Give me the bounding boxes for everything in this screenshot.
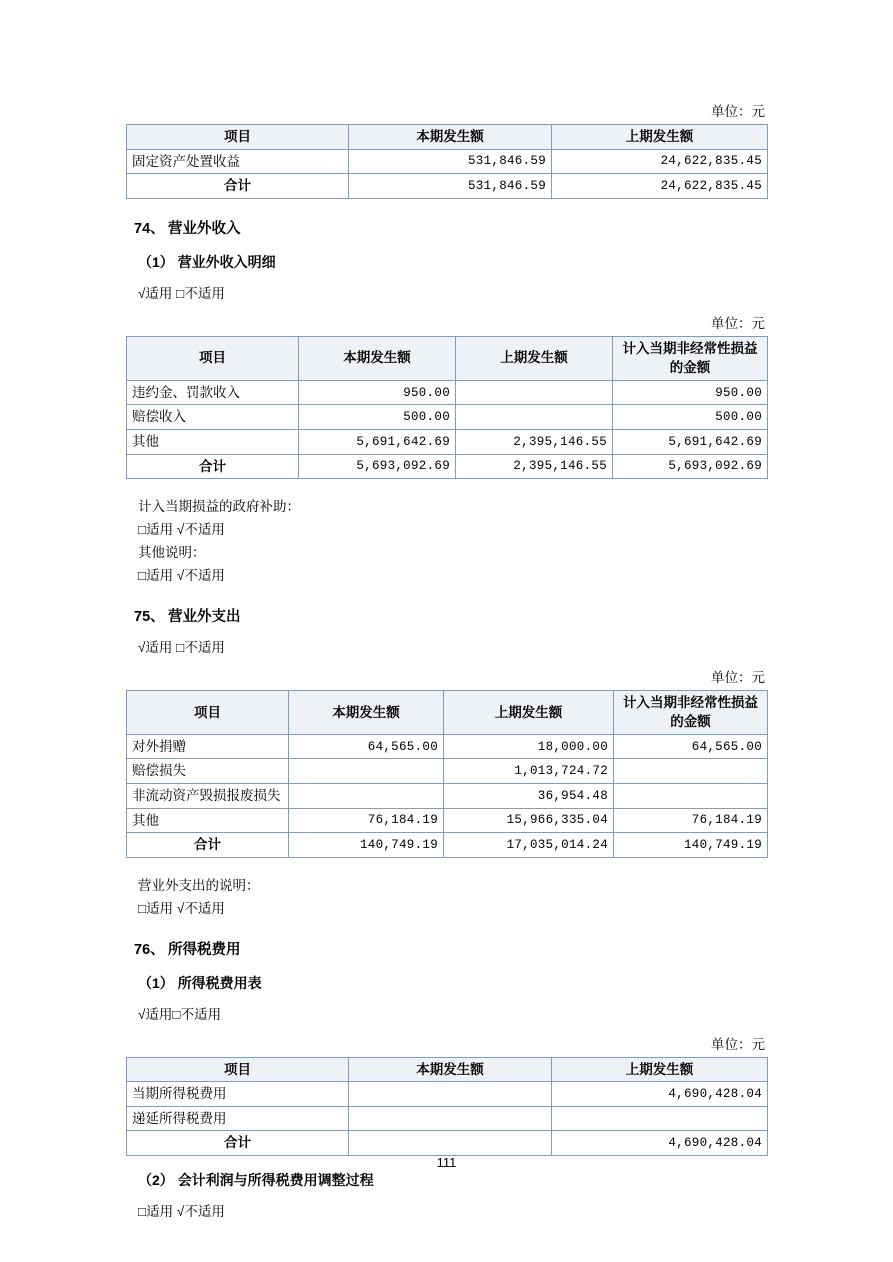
cell-prior: 4,690,428.04	[552, 1131, 768, 1156]
table-row	[127, 429, 768, 454]
table-header-row	[127, 125, 768, 150]
section-index-74: 74、	[134, 220, 165, 237]
cell-prior: 15,966,335.04	[444, 808, 614, 833]
cell-prior: 24,622,835.45	[552, 174, 768, 199]
col-header-prior: 上期发生额	[456, 336, 613, 380]
cell-current: 5,691,642.69	[299, 429, 456, 454]
table-row-total	[127, 454, 768, 479]
col-header-prior: 上期发生额	[552, 1057, 768, 1082]
cell-item: 其他	[127, 808, 289, 833]
cell-nonrecurring	[614, 784, 768, 809]
col-header-item: 项目	[127, 1057, 349, 1082]
subsection-index-76-2: （2）	[138, 1171, 174, 1188]
cell-item: 递延所得税费用	[127, 1106, 349, 1131]
cell-item: 当期所得税费用	[127, 1082, 349, 1107]
cell-item: 合计	[127, 1131, 349, 1156]
table-header-row	[127, 336, 768, 380]
cell-item: 非流动资产毁损报废损失	[127, 784, 289, 809]
cell-prior: 36,954.48	[444, 784, 614, 809]
col-header-item: 项目	[127, 336, 299, 380]
col-header-current: 本期发生额	[299, 336, 456, 380]
table-row	[127, 149, 768, 174]
applicability-74: √适用 □不适用	[138, 285, 225, 301]
cell-prior: 2,395,146.55	[456, 454, 613, 479]
note-74-other-applicability: □适用 √不适用	[138, 567, 225, 583]
cell-item: 赔偿收入	[127, 405, 299, 430]
unit-label-75: 单位：元	[711, 669, 765, 685]
subsection-title-74-1: 营业外收入明细	[177, 253, 276, 270]
subsection-index-74-1: （1）	[138, 253, 174, 270]
cell-current: 76,184.19	[289, 808, 444, 833]
col-header-nonrecurring: 计入当期非经常性损益的金额	[614, 690, 768, 734]
cell-current: 531,846.59	[349, 174, 552, 199]
page-number: 111	[436, 1155, 457, 1170]
cell-nonrecurring: 76,184.19	[614, 808, 768, 833]
cell-nonrecurring: 5,691,642.69	[613, 429, 768, 454]
cell-prior	[456, 405, 613, 430]
col-header-current: 本期发生额	[289, 690, 444, 734]
table-disposal-gain	[126, 124, 768, 199]
cell-item: 对外捐赠	[127, 734, 289, 759]
table-row-total	[127, 1131, 768, 1156]
table-row	[127, 808, 768, 833]
section-title-75: 营业外支出	[168, 608, 241, 625]
table-row	[127, 734, 768, 759]
cell-current: 140,749.19	[289, 833, 444, 858]
cell-item: 其他	[127, 429, 299, 454]
cell-current: 531,846.59	[349, 149, 552, 174]
cell-current	[289, 784, 444, 809]
cell-item: 合计	[127, 454, 299, 479]
col-header-current: 本期发生额	[349, 1057, 552, 1082]
col-header-prior: 上期发生额	[552, 125, 768, 150]
cell-item: 违约金、罚款收入	[127, 380, 299, 405]
cell-current: 500.00	[299, 405, 456, 430]
note-74-gov-subsidy-applicability: □适用 √不适用	[138, 521, 225, 537]
cell-nonrecurring: 5,693,092.69	[613, 454, 768, 479]
cell-prior	[552, 1106, 768, 1131]
section-heading-76	[134, 938, 767, 959]
subsection-heading-76-1	[138, 973, 767, 993]
table-row	[127, 784, 768, 809]
table-row	[127, 1082, 768, 1107]
cell-current	[289, 759, 444, 784]
table-row-total	[127, 174, 768, 199]
cell-item: 合计	[127, 174, 349, 199]
applicability-76-2: □适用 √不适用	[138, 1203, 225, 1219]
col-header-nonrecurring: 计入当期非经常性损益的金额	[613, 336, 768, 380]
cell-prior: 1,013,724.72	[444, 759, 614, 784]
cell-nonrecurring: 64,565.00	[614, 734, 768, 759]
table-row	[127, 1106, 768, 1131]
table-income-tax-expense	[126, 1057, 768, 1156]
section-heading-75	[134, 605, 767, 626]
table-row-total	[127, 833, 768, 858]
table-row	[127, 759, 768, 784]
cell-nonrecurring: 140,749.19	[614, 833, 768, 858]
applicability-76: √适用□不适用	[138, 1006, 222, 1022]
section-index-75: 75、	[134, 608, 165, 625]
applicability-75: √适用 □不适用	[138, 639, 225, 655]
page-content	[126, 100, 767, 1220]
subsection-title-76-1: 所得税费用表	[177, 974, 262, 991]
col-header-item: 项目	[127, 690, 289, 734]
cell-current	[349, 1131, 552, 1156]
table-non-operating-expense	[126, 690, 768, 858]
note-75-applicability: □适用 √不适用	[138, 900, 225, 916]
cell-prior	[456, 380, 613, 405]
col-header-current: 本期发生额	[349, 125, 552, 150]
cell-current: 5,693,092.69	[299, 454, 456, 479]
section-heading-74	[134, 217, 767, 238]
subsection-heading-76-2	[138, 1170, 767, 1190]
note-74-other-label: 其他说明：	[138, 544, 206, 560]
cell-prior: 17,035,014.24	[444, 833, 614, 858]
cell-prior: 24,622,835.45	[552, 149, 768, 174]
cell-prior: 4,690,428.04	[552, 1082, 768, 1107]
table-non-operating-income	[126, 336, 768, 479]
cell-current	[349, 1106, 552, 1131]
cell-current: 950.00	[299, 380, 456, 405]
col-header-item: 项目	[127, 125, 349, 150]
cell-prior: 18,000.00	[444, 734, 614, 759]
table-header-row	[127, 690, 768, 734]
section-index-76: 76、	[134, 941, 165, 958]
note-74-gov-subsidy-label: 计入当期损益的政府补助：	[138, 499, 300, 515]
table-row	[127, 380, 768, 405]
unit-label-disposal: 单位：元	[711, 104, 765, 119]
cell-item: 固定资产处置收益	[127, 149, 349, 174]
unit-label-74: 单位：元	[711, 315, 765, 331]
subsection-heading-74-1	[138, 252, 767, 272]
cell-prior: 2,395,146.55	[456, 429, 613, 454]
unit-label-76: 单位：元	[711, 1036, 765, 1052]
cell-item: 合计	[127, 833, 289, 858]
cell-nonrecurring: 950.00	[613, 380, 768, 405]
cell-current: 64,565.00	[289, 734, 444, 759]
subsection-index-76-1: （1）	[138, 974, 174, 991]
section-title-76: 所得税费用	[168, 941, 241, 958]
cell-nonrecurring: 500.00	[613, 405, 768, 430]
subsection-title-76-2: 会计利润与所得税费用调整过程	[177, 1171, 374, 1188]
section-title-74: 营业外收入	[168, 220, 241, 237]
table-header-row	[127, 1057, 768, 1082]
col-header-prior: 上期发生额	[444, 690, 614, 734]
cell-current	[349, 1082, 552, 1107]
cell-item: 赔偿损失	[127, 759, 289, 784]
cell-nonrecurring	[614, 759, 768, 784]
table-row	[127, 405, 768, 430]
note-75-label: 营业外支出的说明：	[138, 877, 260, 893]
